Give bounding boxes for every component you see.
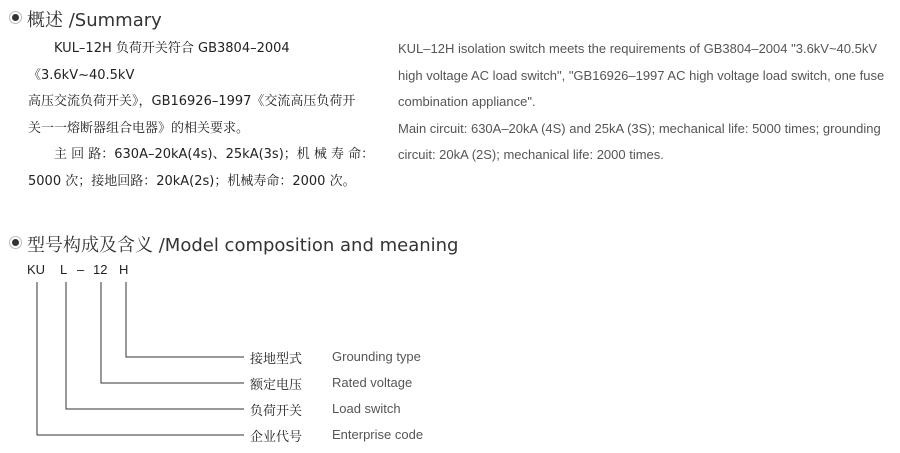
meaning-cn-enterprise-code: 企业代号 [250,430,303,445]
cn-line: 关一一熔断器组合电器》的相关要求。 [28,120,250,136]
en-line: combination appliance". [398,94,536,109]
connector-load-switch [66,282,244,409]
en-line: high voltage AC load switch", "GB16926–1997 AC high voltage load switch, one fuse [398,67,885,83]
summary-heading: 概述 /Summary [27,10,162,31]
connector-grounding-type [126,282,244,357]
connector-enterprise-code [37,282,244,435]
cn-line: 5000 次；接地回路：20kA(2s)；机械寿命：2000 次。 [28,173,356,189]
model-code-part: – [77,262,85,277]
meaning-cn-load-switch: 负荷开关 [250,404,303,419]
en-line: KUL–12H isolation switch meets the requirements of GB3804–2004 "3.6kV~40.5kV [398,41,878,56]
meaning-cn-rated-voltage: 额定电压 [250,378,303,393]
en-line: Main circuit: 630A–20kA (4S) and 25kA (3S); mechanical life: 5000 times; grounding [398,120,881,136]
model-code-part: 12 [93,262,108,277]
model-code-part: H [119,262,129,277]
meaning-en-rated-voltage: Rated voltage [332,375,413,390]
cn-line: 主 回 路：630A–20kA(4s)、25kA(3s)；机 械 寿 命： [54,147,375,162]
model-heading: 型号构成及含义 /Model composition and meaning [27,235,459,256]
connector-rated-voltage [101,282,244,383]
meaning-cn-grounding-type: 接地型式 [250,352,303,367]
cn-line: 高压交流负荷开关》，GB16926–1997《交流高压负荷开 [28,94,356,109]
model-code-part: KU [27,262,46,277]
meaning-en-load-switch: Load switch [332,401,401,416]
model-code-part: L [60,262,68,277]
cn-line: KUL–12H 负荷开关符合 GB3804–2004《3.6kV~40.5kV [28,41,290,83]
meaning-en-grounding-type: Grounding type [332,349,421,364]
en-line: circuit: 20kA (2S); mechanical life: 2000 times. [398,147,664,162]
meaning-en-enterprise-code: Enterprise code [332,427,424,442]
